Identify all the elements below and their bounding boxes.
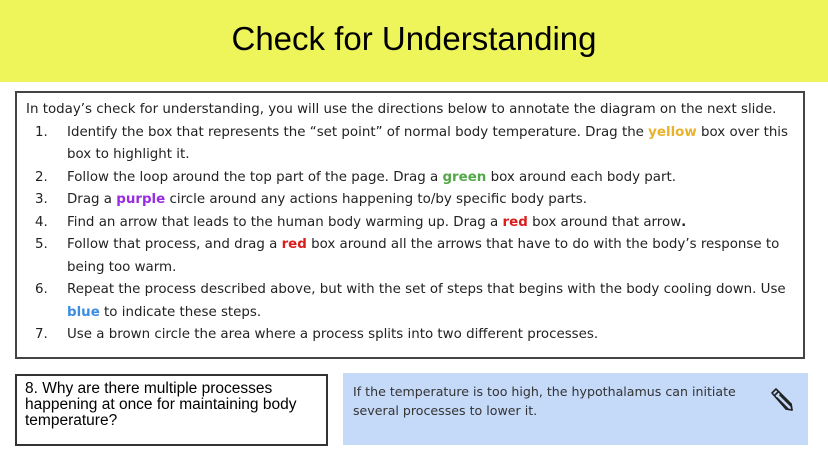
step-text: box around that arrow bbox=[527, 214, 682, 230]
step-number: 3. bbox=[35, 192, 48, 207]
directions-intro: In today’s check for understanding, you will use the directions below to annotate the diagram on the next slide. bbox=[26, 102, 777, 117]
step-text: box around each body part. bbox=[486, 169, 677, 185]
color-word-red: red bbox=[502, 214, 528, 230]
step-text: to indicate these steps. bbox=[99, 304, 262, 320]
step-text: Follow the loop around the top part of the page. Drag a bbox=[67, 169, 443, 185]
color-word-red: red bbox=[281, 237, 307, 252]
color-word-blue: blue bbox=[67, 304, 100, 320]
step-text: circle around any actions happening to/by specific body parts. bbox=[165, 192, 587, 207]
list-item bbox=[26, 167, 793, 190]
page-title: Check for Understanding bbox=[231, 20, 597, 57]
list-item bbox=[26, 212, 793, 235]
step-text: box over this box to highlight it. bbox=[67, 124, 789, 162]
color-word-yellow: yellow bbox=[648, 124, 697, 140]
list-item bbox=[26, 122, 793, 167]
step-text: Drag a bbox=[67, 192, 117, 207]
list-item bbox=[26, 234, 793, 279]
list-item bbox=[26, 324, 793, 347]
color-word-green: green bbox=[442, 169, 487, 185]
step-number: 6. bbox=[35, 282, 48, 297]
step-number: 1. bbox=[35, 124, 48, 140]
answer-box[interactable] bbox=[343, 373, 808, 445]
step-text: Repeat the process described above, but with the set of steps that begins with the body cooling down. Use bbox=[67, 282, 786, 297]
step-number: 5. bbox=[35, 237, 48, 252]
step-text: Identify the box that represents the “set point” of normal body temperature. Drag the bbox=[67, 124, 649, 140]
question-text: 8. Why are there multiple processes happening at once for maintaining body temperature? bbox=[25, 380, 297, 429]
pencil-icon bbox=[768, 386, 794, 412]
color-word-purple: purple bbox=[116, 192, 166, 207]
step-number: 4. bbox=[35, 214, 48, 230]
directions-list bbox=[26, 122, 793, 347]
question-box bbox=[15, 374, 328, 446]
step-number: 2. bbox=[35, 169, 48, 185]
step-number: 7. bbox=[35, 327, 48, 342]
step-period: . bbox=[681, 214, 687, 230]
list-item bbox=[26, 279, 793, 324]
answer-text: If the temperature is too high, the hypothalamus can initiate several processes to lower it. bbox=[353, 384, 736, 418]
step-text: Find an arrow that leads to the human body warming up. Drag a bbox=[67, 214, 503, 230]
title-banner bbox=[0, 0, 828, 82]
step-text: Follow that process, and drag a bbox=[67, 237, 282, 252]
step-text: box around all the arrows that have to do with the body’s response to being too warm. bbox=[67, 237, 780, 275]
list-item bbox=[26, 189, 793, 212]
directions-box bbox=[15, 91, 805, 359]
step-text: Use a brown circle the area where a process splits into two different processes. bbox=[67, 327, 599, 342]
